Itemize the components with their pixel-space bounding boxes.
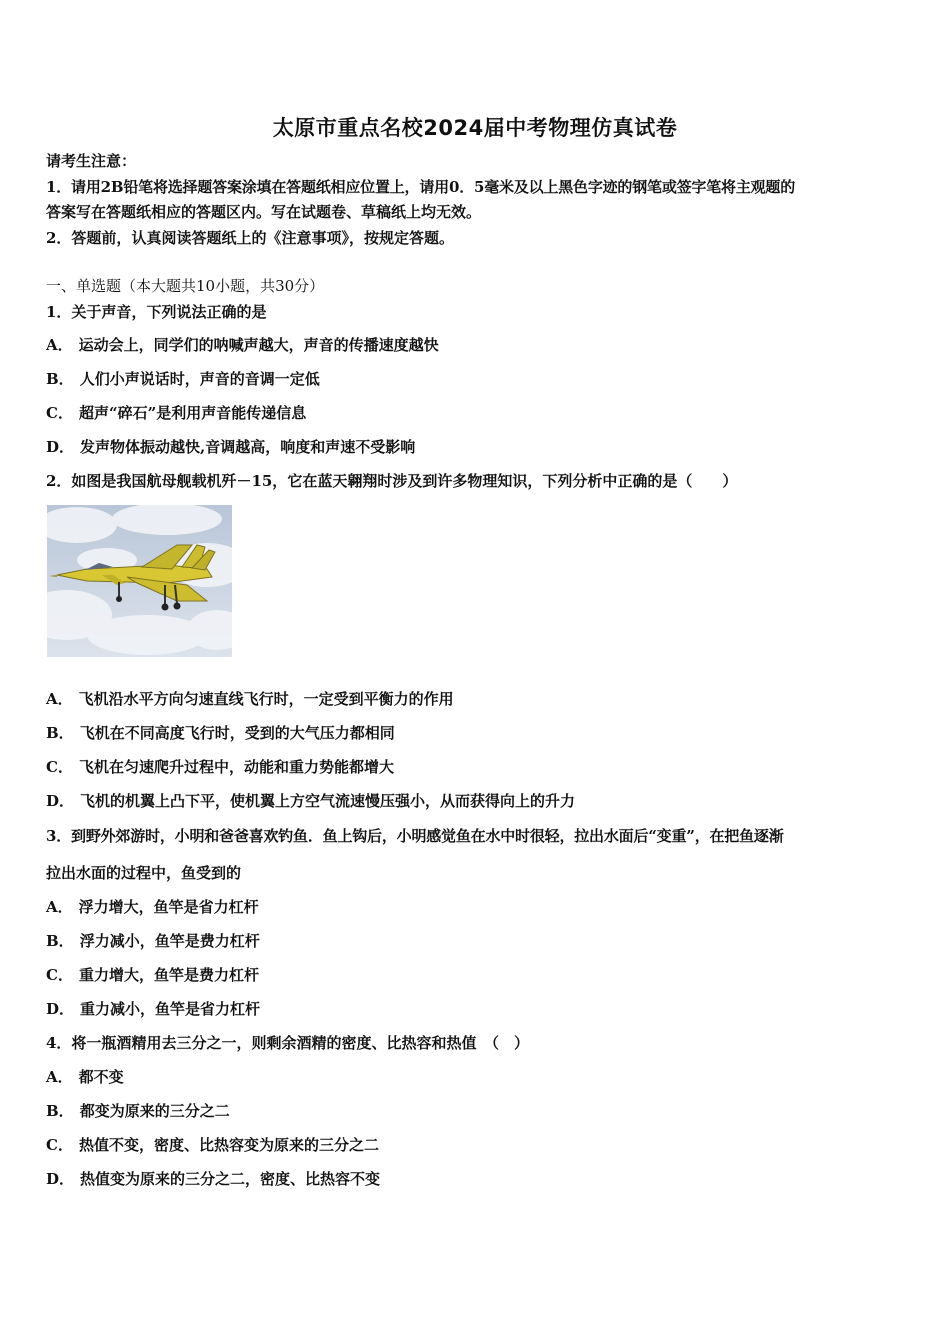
q1-option-c: [46, 403, 906, 423]
q1-option-d: [46, 437, 906, 457]
option-letter: D．: [46, 792, 75, 810]
option-text: 浮力减小，鱼竿是费力杠杆: [79, 932, 260, 950]
q4-option-c: [46, 1135, 906, 1155]
option-text: 飞机沿水平方向匀速直线飞行时，一定受到平衡力的作用: [78, 690, 454, 708]
option-text: 浮力增大，鱼竿是省力杠杆: [78, 898, 259, 916]
option-text: 运动会上，同学们的呐喊声越大，声音的传播速度越快: [78, 336, 439, 354]
q3-stem: 3．到野外郊游时，小明和爸爸喜欢钓鱼．鱼上钩后，小明感觉鱼在水中时很轻，拉出水面后“变重”，在把鱼逐渐: [46, 827, 784, 845]
fighter-jet-image: [47, 505, 232, 657]
section-heading: 一、单选题（本大题共10小题，共30分）: [46, 277, 325, 295]
option-text: 重力减小，鱼竿是省力杠杆: [80, 1000, 261, 1018]
q2-option-b: [46, 723, 906, 743]
q2-option-c: [46, 757, 906, 777]
option-text: 都变为原来的三分之二: [79, 1102, 230, 1120]
option-letter: A．: [46, 1068, 73, 1086]
option-letter: C．: [46, 758, 73, 776]
option-text: 都不变: [78, 1068, 124, 1086]
option-letter: B．: [46, 932, 74, 950]
q1-option-a: [46, 335, 906, 355]
q3-option-c: [46, 965, 906, 985]
option-text: 飞机的机翼上凸下平，使机翼上方空气流速慢压强小，从而获得向上的升力: [80, 792, 576, 810]
option-letter: A．: [46, 690, 73, 708]
q3-stem-cont: 拉出水面的过程中，鱼受到的: [46, 864, 242, 882]
q2-option-a: [46, 689, 906, 709]
q3-option-a: [46, 897, 906, 917]
option-letter: B．: [46, 1102, 74, 1120]
notice-heading: 请考生注意：: [46, 152, 137, 170]
q4-option-a: [46, 1067, 906, 1087]
option-text: 人们小声说话时，声音的音调一定低: [79, 370, 320, 388]
q3-option-d: [46, 999, 906, 1019]
option-letter: D．: [46, 438, 75, 456]
option-letter: D．: [46, 1170, 75, 1188]
q1-stem: 1．关于声音，下列说法正确的是: [46, 303, 267, 321]
option-letter: D．: [46, 1000, 75, 1018]
option-text: 重力增大，鱼竿是费力杠杆: [78, 966, 259, 984]
option-letter: A．: [46, 898, 73, 916]
option-text: 飞机在不同高度飞行时，受到的大气压力都相同: [79, 724, 395, 742]
option-text: 发声物体振动越快,音调越高，响度和声速不受影响: [80, 438, 416, 456]
q4-option-d: [46, 1169, 906, 1189]
option-letter: B．: [46, 370, 74, 388]
option-text: 超声“碎石”是利用声音能传递信息: [78, 404, 307, 422]
fighter-jet-illustration: [47, 505, 232, 657]
option-letter: A．: [46, 336, 73, 354]
notice-item-1: 1．请用2B铅笔将选择题答案涂填在答题纸相应位置上，请用0．5毫米及以上黑色字迹的钢笔或签字笔将主观题的: [46, 178, 796, 196]
q3-option-b: [46, 931, 906, 951]
notice-item-2: 2．答题前，认真阅读答题纸上的《注意事项》，按规定答题。: [46, 229, 454, 247]
notice-item-1-cont: 答案写在答题纸相应的答题区内。写在试题卷、草稿纸上均无效。: [46, 203, 482, 221]
q2-stem: 2．如图是我国航母舰载机歼－15，它在蓝天翱翔时涉及到许多物理知识，下列分析中正确的是（ ）: [46, 472, 738, 490]
option-text: 热值变为原来的三分之二，密度、比热容不变: [80, 1170, 381, 1188]
option-text: 热值不变，密度、比热容变为原来的三分之二: [78, 1136, 379, 1154]
q4-option-b: [46, 1101, 906, 1121]
option-text: 飞机在匀速爬升过程中，动能和重力势能都增大: [78, 758, 394, 776]
option-letter: C．: [46, 966, 73, 984]
option-letter: C．: [46, 1136, 73, 1154]
q2-option-d: [46, 791, 906, 811]
q4-stem: 4．将一瓶酒精用去三分之一，则剩余酒精的密度、比热容和热值 （ ）: [46, 1034, 529, 1052]
q1-option-b: [46, 369, 906, 389]
option-letter: C．: [46, 404, 73, 422]
page-title: 太原市重点名校2024届中考物理仿真试卷: [272, 116, 678, 140]
option-letter: B．: [46, 724, 74, 742]
